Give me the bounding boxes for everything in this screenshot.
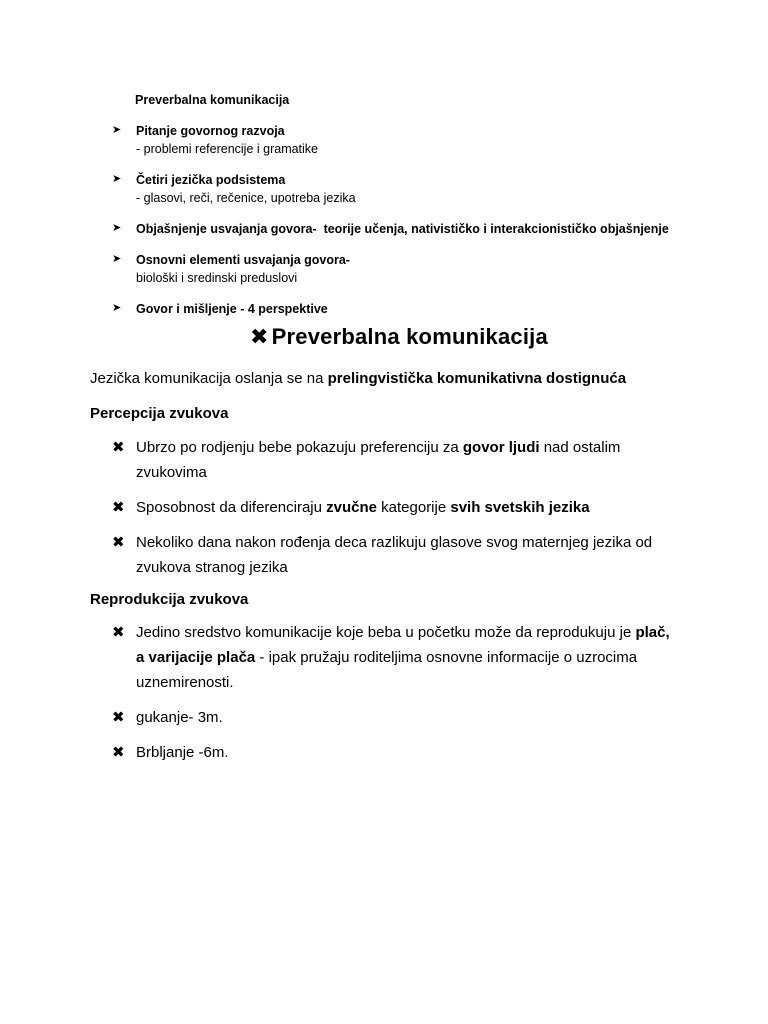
x-mark-icon: ✖ xyxy=(112,624,125,641)
bullet-bold: zvučne xyxy=(326,499,377,516)
arrow-head-icon: ➤ xyxy=(112,173,122,185)
outline-item-title: Osnovni elementi usvajanja govora- xyxy=(136,253,350,267)
outline-item xyxy=(112,122,732,158)
outline-item-title-rest: - 4 perspektive xyxy=(236,302,328,316)
bullet-text: Brbljanje -6m. xyxy=(136,744,229,761)
x-mark-icon: ✖ xyxy=(112,534,125,551)
outline-item xyxy=(112,171,732,207)
bullet-text: Nekoliko dana nakon rođenja deca razlikuju glasove svog maternjeg jezika od zvukova stranog jezika xyxy=(136,534,653,576)
bullet-text: Jedino sredstvo komunikacije koje beba u početku može da reprodukuju je xyxy=(136,624,636,641)
reproduction-heading: Reprodukcija zvukova xyxy=(90,591,249,608)
list-item xyxy=(112,620,682,695)
perception-heading: Percepcija zvukova xyxy=(90,405,229,422)
outline-item-sub: - glasovi, reči, rečenice, upotreba jezika xyxy=(136,191,356,205)
intro-paragraph xyxy=(90,369,626,389)
outline-item-title xyxy=(136,300,732,318)
bullet-text: Ubrzo po rodjenju bebe pokazuju preferenciju za xyxy=(136,439,463,456)
list-item xyxy=(112,495,682,520)
outline-item-title: Četiri jezička podsistema xyxy=(136,173,286,187)
bullet-text: kategorije xyxy=(376,499,451,516)
outline-item-title-main: Objašnjenje usvajanja govora- xyxy=(136,222,317,236)
outline-heading: Preverbalna komunikacija xyxy=(135,93,290,107)
bullet-bold: svih svetskih jezika xyxy=(450,499,590,516)
x-mark-icon: ✖ xyxy=(250,324,269,349)
perception-list xyxy=(112,435,682,590)
arrow-head-icon: ➤ xyxy=(112,253,122,265)
bullet-text: Sposobnost da diferenciraju xyxy=(136,499,327,516)
bullet-text: gukanje- 3m. xyxy=(136,709,223,726)
outline-item xyxy=(112,251,732,287)
outline-item xyxy=(112,220,732,238)
bullet-bold: govor ljudi xyxy=(462,439,540,456)
reproduction-list xyxy=(112,620,682,775)
intro-text: Jezička komunikacija oslanja se na xyxy=(90,370,328,387)
arrow-head-icon: ➤ xyxy=(112,222,122,234)
bullet-text: nad ostalim zvukovima xyxy=(136,439,621,481)
outline-item-title: Pitanje govornog razvoja xyxy=(136,124,285,138)
bullet-bold: plač, a varijacije plača xyxy=(136,624,670,666)
x-mark-icon: ✖ xyxy=(112,709,125,726)
list-item xyxy=(112,530,682,580)
list-item xyxy=(112,740,682,765)
arrow-head-icon: ➤ xyxy=(112,302,122,314)
outline-item-sub: - problemi referencije i gramatike xyxy=(136,142,319,156)
outline-item xyxy=(112,300,732,318)
section-title-text: Preverbalna komunikacija xyxy=(271,324,548,349)
outline-item-sub: biološki i sredinski preduslovi xyxy=(136,271,298,285)
x-mark-icon: ✖ xyxy=(112,499,125,516)
outline-list xyxy=(112,122,732,331)
x-mark-icon: ✖ xyxy=(112,744,125,761)
intro-bold: prelingvistička komunikativna dostignuća xyxy=(327,370,627,387)
outline-item-title-rest: teorije učenja, nativističko i interakcionističko objašnjenje xyxy=(316,222,669,236)
outline-item-title xyxy=(136,220,732,238)
list-item xyxy=(112,435,682,485)
section-title xyxy=(250,324,548,350)
arrow-head-icon: ➤ xyxy=(112,124,122,136)
list-item xyxy=(112,705,682,730)
bullet-text: - ipak pružaju roditeljima osnovne informacije o uzrocima uznemirenosti. xyxy=(136,649,638,691)
x-mark-icon: ✖ xyxy=(112,439,125,456)
outline-item-title-main: Govor i mišljenje xyxy=(136,302,237,316)
